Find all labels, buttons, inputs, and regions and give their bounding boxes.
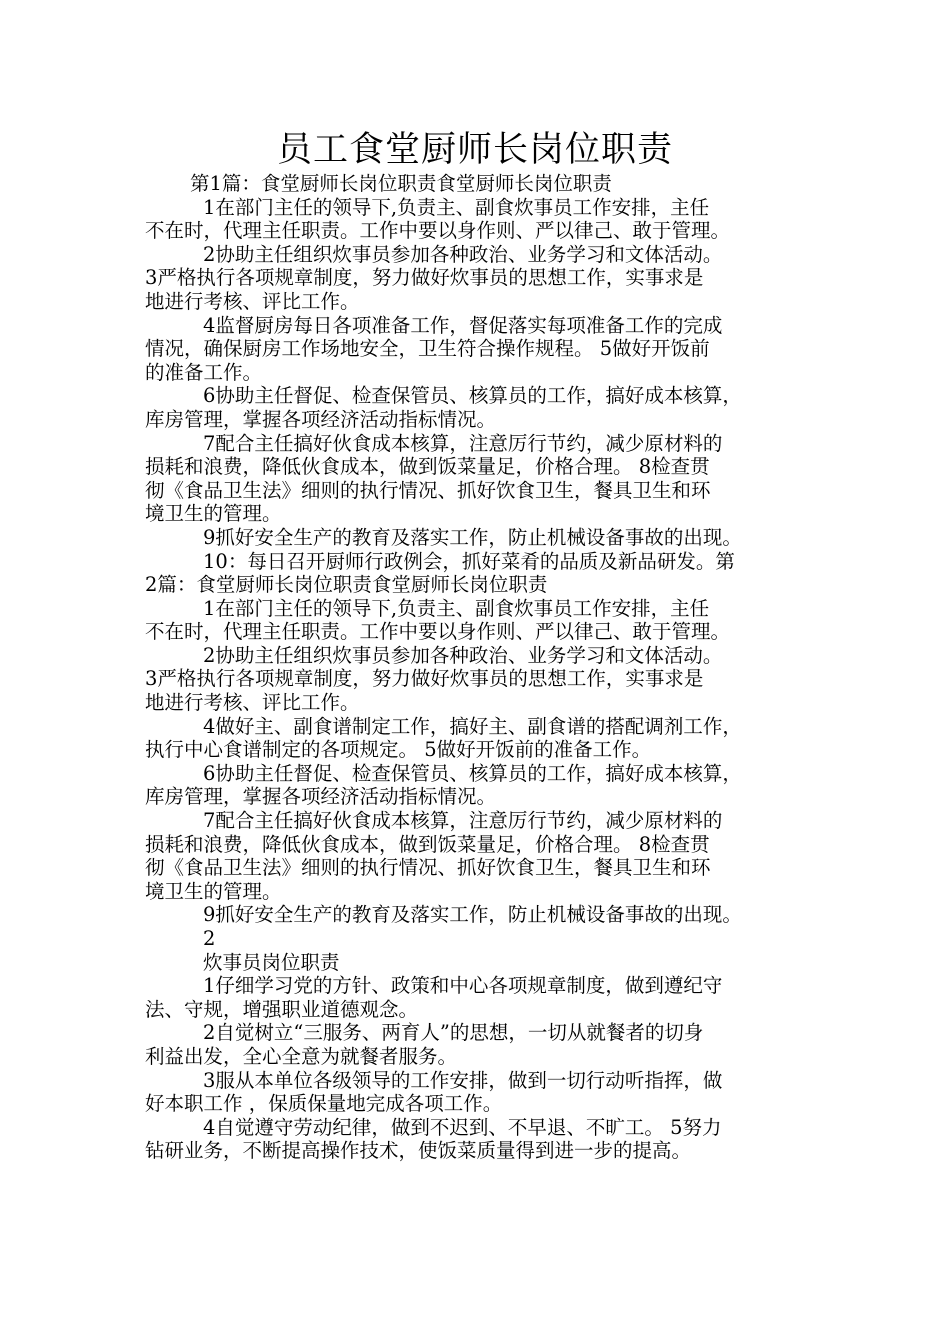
text-line: 3服从本单位各级领导的工作安排，做到一切行动听指挥，做 (203, 1068, 723, 1092)
text-line: 彻《食品卫生法》细则的执行情况、抓好饮食卫生，餐具卫生和环 (145, 478, 711, 502)
text-line: 2 (203, 927, 216, 950)
text-line: 4自觉遵守劳动纪律，做到不迟到、不早退、不旷工。 5努力 (203, 1115, 722, 1139)
text-line: 4监督厨房每日各项准备工作，督促落实每项准备工作的完成 (203, 313, 723, 337)
text-line: 9抓好安全生产的教育及落实工作，防止机械设备事故的出现。 (203, 525, 742, 549)
text-line: 第1篇：食堂厨师长岗位职责食堂厨师长岗位职责 (190, 172, 612, 195)
text-line: 境卫生的管理。 (145, 502, 282, 526)
text-line: 地进行考核、评比工作。 (145, 691, 360, 715)
text-line: 好本职工作 ，保质保量地完成各项工作。 (145, 1092, 503, 1116)
text-line: 利益出发，全心全意为就餐者服务。 (145, 1044, 458, 1068)
text-line: 彻《食品卫生法》细则的执行情况、抓好饮食卫生，餐具卫生和环 (145, 856, 711, 880)
text-line: 钻研业务，不断提高操作技术，使饭菜质量得到进一步的提高。 (145, 1139, 692, 1163)
text-line: 不在时，代理主任职责。工作中要以身作则、严以律己、敢于管理。 (145, 219, 731, 243)
text-line: 情况，确保厨房工作场地安全，卫生符合操作规程。 5做好开饭前 (145, 337, 710, 361)
text-line: 7配合主任搞好伙食成本核算，注意厉行节约，减少原材料的 (203, 431, 723, 455)
text-line: 6协助主任督促、检查保管员、核算员的工作，搞好成本核算， (203, 384, 742, 408)
section-heading: 炊事员岗位职责 (203, 950, 340, 974)
text-line: 的准备工作。 (145, 360, 263, 384)
text-line: 7配合主任搞好伙食成本核算，注意厉行节约，减少原材料的 (203, 809, 723, 833)
text-line: 10：每日召开厨师行政例会，抓好菜肴的品质及新品研发。第 (203, 549, 735, 573)
document-body (145, 172, 825, 1163)
text-line: 不在时，代理主任职责。工作中要以身作则、严以律己、敢于管理。 (145, 620, 731, 644)
text-line: 库房管理，掌握各项经济活动指标情况。 (145, 785, 497, 809)
text-line: 执行中心食谱制定的各项规定。 5做好开饭前的准备工作。 (145, 738, 652, 762)
text-line: 3严格执行各项规章制度，努力做好炊事员的思想工作，实事求是 (145, 266, 704, 290)
text-line: 2自觉树立“三服务、两育人”的思想，一切从就餐者的切身 (203, 1021, 704, 1045)
text-line: 损耗和浪费，降低伙食成本，做到饭菜量足，价格合理。 8检查贯 (145, 832, 710, 856)
text-line: 境卫生的管理。 (145, 879, 282, 903)
text-line: 4做好主、副食谱制定工作，搞好主、副食谱的搭配调剂工作， (203, 714, 742, 738)
text-line: 2协助主任组织炊事员参加各种政治、业务学习和文体活动。 (203, 643, 723, 667)
text-line: 3严格执行各项规章制度，努力做好炊事员的思想工作，实事求是 (145, 667, 704, 691)
text-line: 法、守规，增强职业道德观念。 (145, 997, 419, 1021)
text-line: 9抓好安全生产的教育及落实工作，防止机械设备事故的出现。 (203, 903, 742, 927)
text-line: 1在部门主任的领导下,负责主、副食炊事员工作安排，主任 (203, 195, 710, 219)
text-line: 2篇：食堂厨师长岗位职责食堂厨师长岗位职责 (145, 573, 548, 597)
text-line: 2协助主任组织炊事员参加各种政治、业务学习和文体活动。 (203, 242, 723, 266)
text-line: 损耗和浪费，降低伙食成本，做到饭菜量足，价格合理。 8检查贯 (145, 455, 710, 479)
text-line: 库房管理，掌握各项经济活动指标情况。 (145, 407, 497, 431)
text-line: 6协助主任督促、检查保管员、核算员的工作，搞好成本核算， (203, 761, 742, 785)
text-line: 地进行考核、评比工作。 (145, 289, 360, 313)
text-line: 1在部门主任的领导下,负责主、副食炊事员工作安排，主任 (203, 596, 710, 620)
document-title: 员工食堂厨师长岗位职责 (276, 130, 673, 170)
text-line: 1仔细学习党的方针、政策和中心各项规章制度，做到遵纪守 (203, 974, 723, 998)
